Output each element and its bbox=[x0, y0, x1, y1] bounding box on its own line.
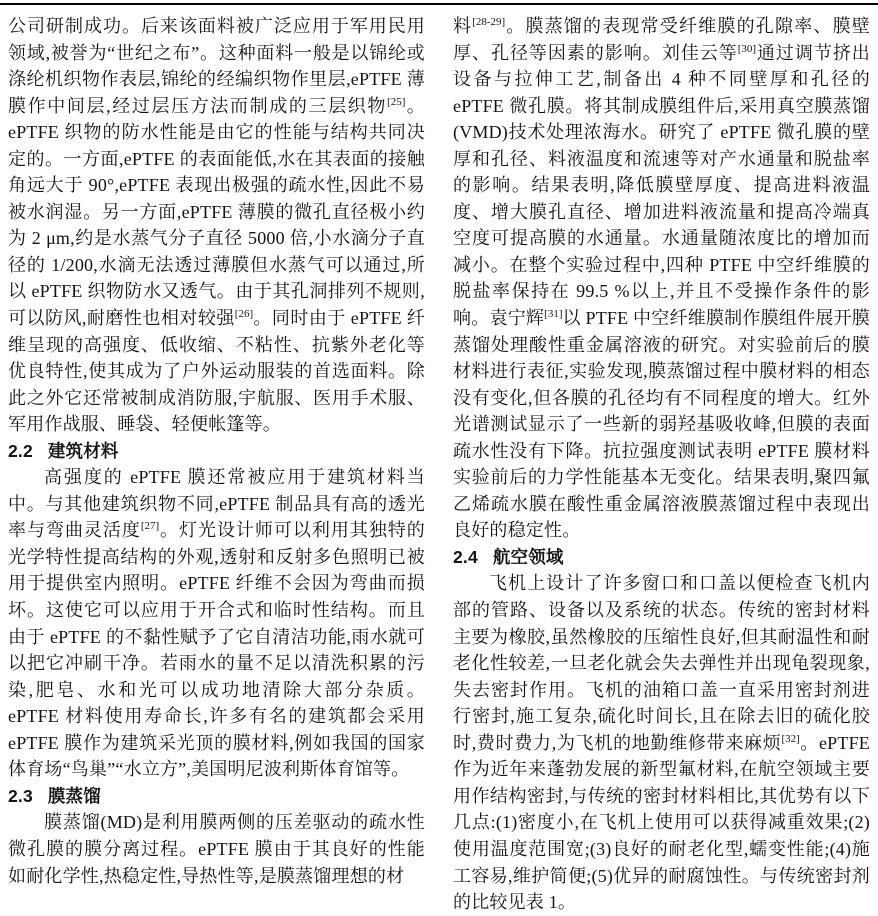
left-column bbox=[8, 13, 425, 916]
paragraph: 料[28-29]。膜蒸馏的表现常受纤维膜的孔隙率、膜壁厚、孔径等因素的影响。刘佳云等[30]通过调节挤出设备与拉伸工艺,制备出 4 种不同壁厚和孔径的 ePTFE 微孔膜。将其制成膜组件后,采用真空膜蒸馏(VMD)技术处理浓海水。研究了 ePTFE 微孔膜的壁厚和孔径、料液温度和流速等对产水通量和脱盐率的影响。结果表明,降低膜壁厚度、提高进料液温度、增大膜孔直径、增加进料液流量和提高冷端真空度可提高膜的水通量。水通量随浓度比的增加而减小。在整个实验过程中,四种 PTFE 中空纤维膜的脱盐率保持在 99.5 %以上,并且不受操作条件的影响。袁宁辉[31]以 PTFE 中空纤维膜制作膜组件展开膜蒸馏处理酸性重金属溶液的研究。对实验前后的膜材料进行表征,实验发现,膜蒸馏过程中膜材料的相态没有变化,但各膜的孔径均有不同程度的增大。红外光谱测试显示了一些新的弱羟基吸收峰,但膜的表面疏水性没有下降。抗拉强度测试表明 ePTFE 膜材料实验前后的力学性能基本无变化。结果表明,聚四氟乙烯疏水膜在酸性重金属溶液膜蒸馏过程中表现出良好的稳定性。 bbox=[453, 16, 870, 541]
reference-superscript: [28-29] bbox=[472, 16, 506, 28]
reference-superscript: [26] bbox=[234, 308, 254, 321]
section-heading bbox=[8, 783, 425, 810]
section-heading bbox=[8, 438, 425, 465]
reference-superscript: [30] bbox=[737, 42, 757, 55]
section-title: 建筑材料 bbox=[47, 440, 119, 461]
section-number: 2.4 bbox=[453, 546, 478, 567]
reference-superscript: [32] bbox=[781, 732, 800, 745]
two-column-text-area bbox=[8, 13, 870, 916]
paragraph: 高强度的 ePTFE 膜还常被应用于建筑材料当中。与其他建筑织物不同,ePTFE 制品具有高的透光率与弯曲灵活度[27]。灯光设计师可以利用其独特的光学特性提高结构的外观,透射和反射多色照明已被用于提供室内照明。ePTFE 纤维不会因为弯曲而损坏。这使它可以应用于开合式和临时性结构。而且由于 ePTFE 的不黏性赋予了它自清洁功能,雨水就可以把它冲刷干净。若雨水的量不足以清洗积累的污染,肥皂、水和光可以成功地清除大部分杂质。ePTFE 材料使用寿命长,许多有名的建筑都会采用 ePTFE 膜作为建筑采光顶的膜材料,例如我国的国家体育场“鸟巢”“水立方”,美国明尼波利斯体育馆等。 bbox=[8, 467, 425, 780]
section-number: 2.3 bbox=[8, 785, 33, 806]
reference-superscript: [25] bbox=[387, 95, 406, 108]
header-divider-rule bbox=[0, 3, 878, 5]
reference-superscript: [31] bbox=[544, 308, 563, 321]
paragraph: 飞机上设计了许多窗口和口盖以便检查飞机内部的管路、设备以及系统的状态。传统的密封材料主要为橡胶,虽然橡胶的压缩性良好,但其耐温性和耐老化性较差,一旦老化就会失去弹性并出现龟裂现象,失去密封作用。飞机的油箱口盖一直采用密封剂进行密封,施工复杂,硫化时间长,且在除去旧的硫化胶时,费时费力,为飞机的地勤维修带来麻烦[32]。ePTFE 作为近年来蓬勃发展的新型氟材料,在航空领域主要用作结构密封,与传统的密封材料相比,其优势有以下几点:(1)密度小,在飞机上使用可以获得减重效果;(2)使用温度范围宽;(3)良好的耐老化型,蠕变性能;(4)施工容易,维护简便;(5)优异的耐腐蚀性。与传统密封剂的比较见表 1。 bbox=[453, 573, 870, 913]
reference-superscript: [27] bbox=[140, 520, 160, 533]
paragraph: 膜蒸馏(MD)是利用膜两侧的压差驱动的疏水性微孔膜的膜分离过程。ePTFE 膜由于其良好的性能如耐化学性,热稳定性,导热性等,是膜蒸馏理想的材 bbox=[8, 812, 425, 886]
paragraph: 公司研制成功。后来该面料被广泛应用于军用民用领域,被誉为“世纪之布”。这种面料一般是以锦纶或涤纶机织物作表层,锦纶的经编织物作里层,ePTFE 薄膜作中间层,经过层压方法而制成的三层织物[25]。ePTFE 织物的防水性能是由它的性能与结构共同决定的。一方面,ePTFE 的表面能低,水在其表面的接触角远大于 90°,ePTFE 表现出极强的疏水性,因此不易被水润湿。另一方面,ePTFE 薄膜的微孔直径极小约为 2 μm,约是水蒸气分子直径 5000 倍,小水滴分子直径的 1/200,水滴无法透过薄膜但水蒸气可以通过,所以 ePTFE 织物防水又透气。由于其孔洞排列不规则,可以防风,耐磨性也相对较强[26]。同时由于 ePTFE 纤维呈现的高强度、低收缩、不粘性、抗紫外老化等优良特性,使其成为了户外运动服装的首选面料。除此之外它还常被制成消防服,宇航服、医用手术服、军用作战服、睡袋、轻便帐篷等。 bbox=[8, 16, 426, 435]
section-title: 航空领域 bbox=[492, 546, 564, 567]
section-heading bbox=[453, 544, 870, 571]
right-column bbox=[453, 13, 870, 916]
section-number: 2.2 bbox=[8, 440, 33, 461]
section-title: 膜蒸馏 bbox=[47, 785, 101, 806]
